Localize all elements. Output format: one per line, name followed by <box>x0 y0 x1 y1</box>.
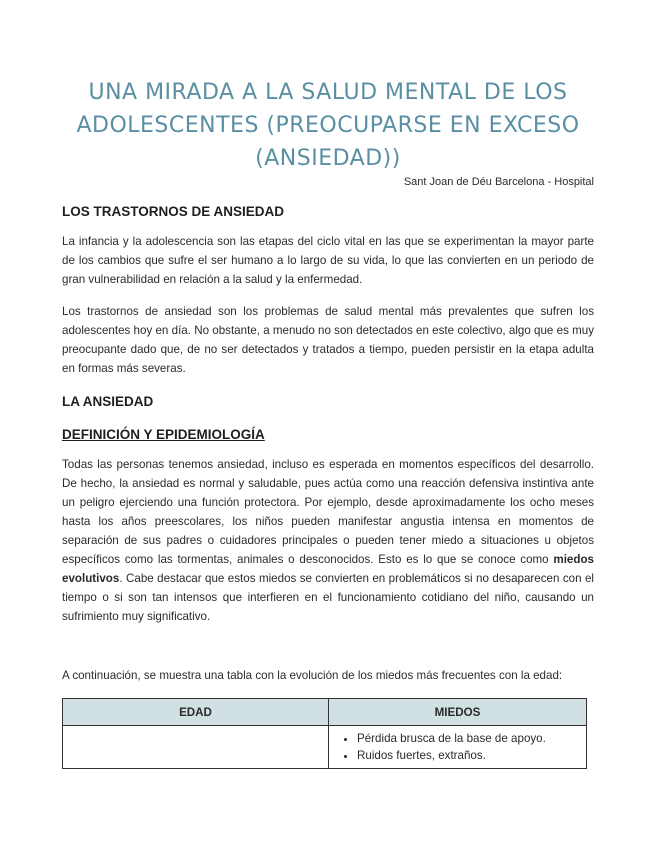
table-cell-edad <box>63 726 329 769</box>
column-header-miedos: MIEDOS <box>329 699 587 726</box>
fears-table <box>62 698 587 769</box>
heading-trastornos: LOS TRASTORNOS DE ANSIEDAD <box>62 204 285 219</box>
heading-definicion: DEFINICIÓN Y EPIDEMIOLOGÍA <box>62 427 265 442</box>
paragraph-trastornos: Los trastornos de ansiedad son los problemas de salud mental más prevalentes que sufren los adolescentes hoy en día. No obstante, a menudo no son detectados en este colectivo, algo que es muy preocupante dado que, de no ser detectados y tratados a tiempo, pueden persistir en la etapa adulta en formas más severas. <box>62 305 594 375</box>
miedos-evolutivos-term: miedos evolutivos <box>62 553 594 585</box>
table-header-row <box>63 699 587 726</box>
document-title: UNA MIRADA A LA SALUD MENTAL DE LOS ADOLESCENTES (PREOCUPARSE EN EXCESO (ANSIEDAD)) <box>76 80 580 171</box>
column-header-edad: EDAD <box>63 699 329 726</box>
table-intro: A continuación, se muestra una tabla con la evolución de los miedos más frecuentes con la edad: <box>62 669 563 682</box>
paragraph-definicion <box>62 455 594 626</box>
heading-ansiedad: LA ANSIEDAD <box>62 394 154 409</box>
fears-list <box>329 730 586 764</box>
paragraph-definicion-part1: Todas las personas tenemos ansiedad, incluso es esperada en momentos específicos del desarrollo. De hecho, la ansiedad es normal y saludable, pues actúa como una reacción defensiva instintiva ante un peligro ejerciendo una función protectora. Por ejemplo, desde aproximadamente los ocho meses hasta los años preescolares, los niños pueden manifestar angustia intensa en momentos de separación de sus padres o cuidadores principales o pueden tener miedo a situaciones u objetos específicos como las tormentas, animales o desconocidos. Esto es lo que se conoce como <box>62 458 594 566</box>
paragraph-definicion-part2: . Cabe destacar que estos miedos se convierten en problemáticos si no desaparecen con el tiempo o si son tan intensos que interfieren en el funcionamiento cotidiano del niño, causando un sufrimiento muy significativo. <box>62 572 594 623</box>
document-page <box>62 0 594 769</box>
table-cell-miedos <box>329 726 587 769</box>
list-item: • Ruidos fuertes, extraños. <box>357 747 586 764</box>
source-credit: Sant Joan de Déu Barcelona - Hospital <box>403 176 594 188</box>
table-row <box>63 726 587 769</box>
list-item: • Pérdida brusca de la base de apoyo. <box>357 730 586 747</box>
paragraph-infancia: La infancia y la adolescencia son las etapas del ciclo vital en las que se experimentan la mayor parte de los cambios que sufre el ser humano a lo largo de su vida, lo que las convierten en un periodo de gran vulnerabilidad en relación a la salud y la enfermedad. <box>62 235 594 286</box>
